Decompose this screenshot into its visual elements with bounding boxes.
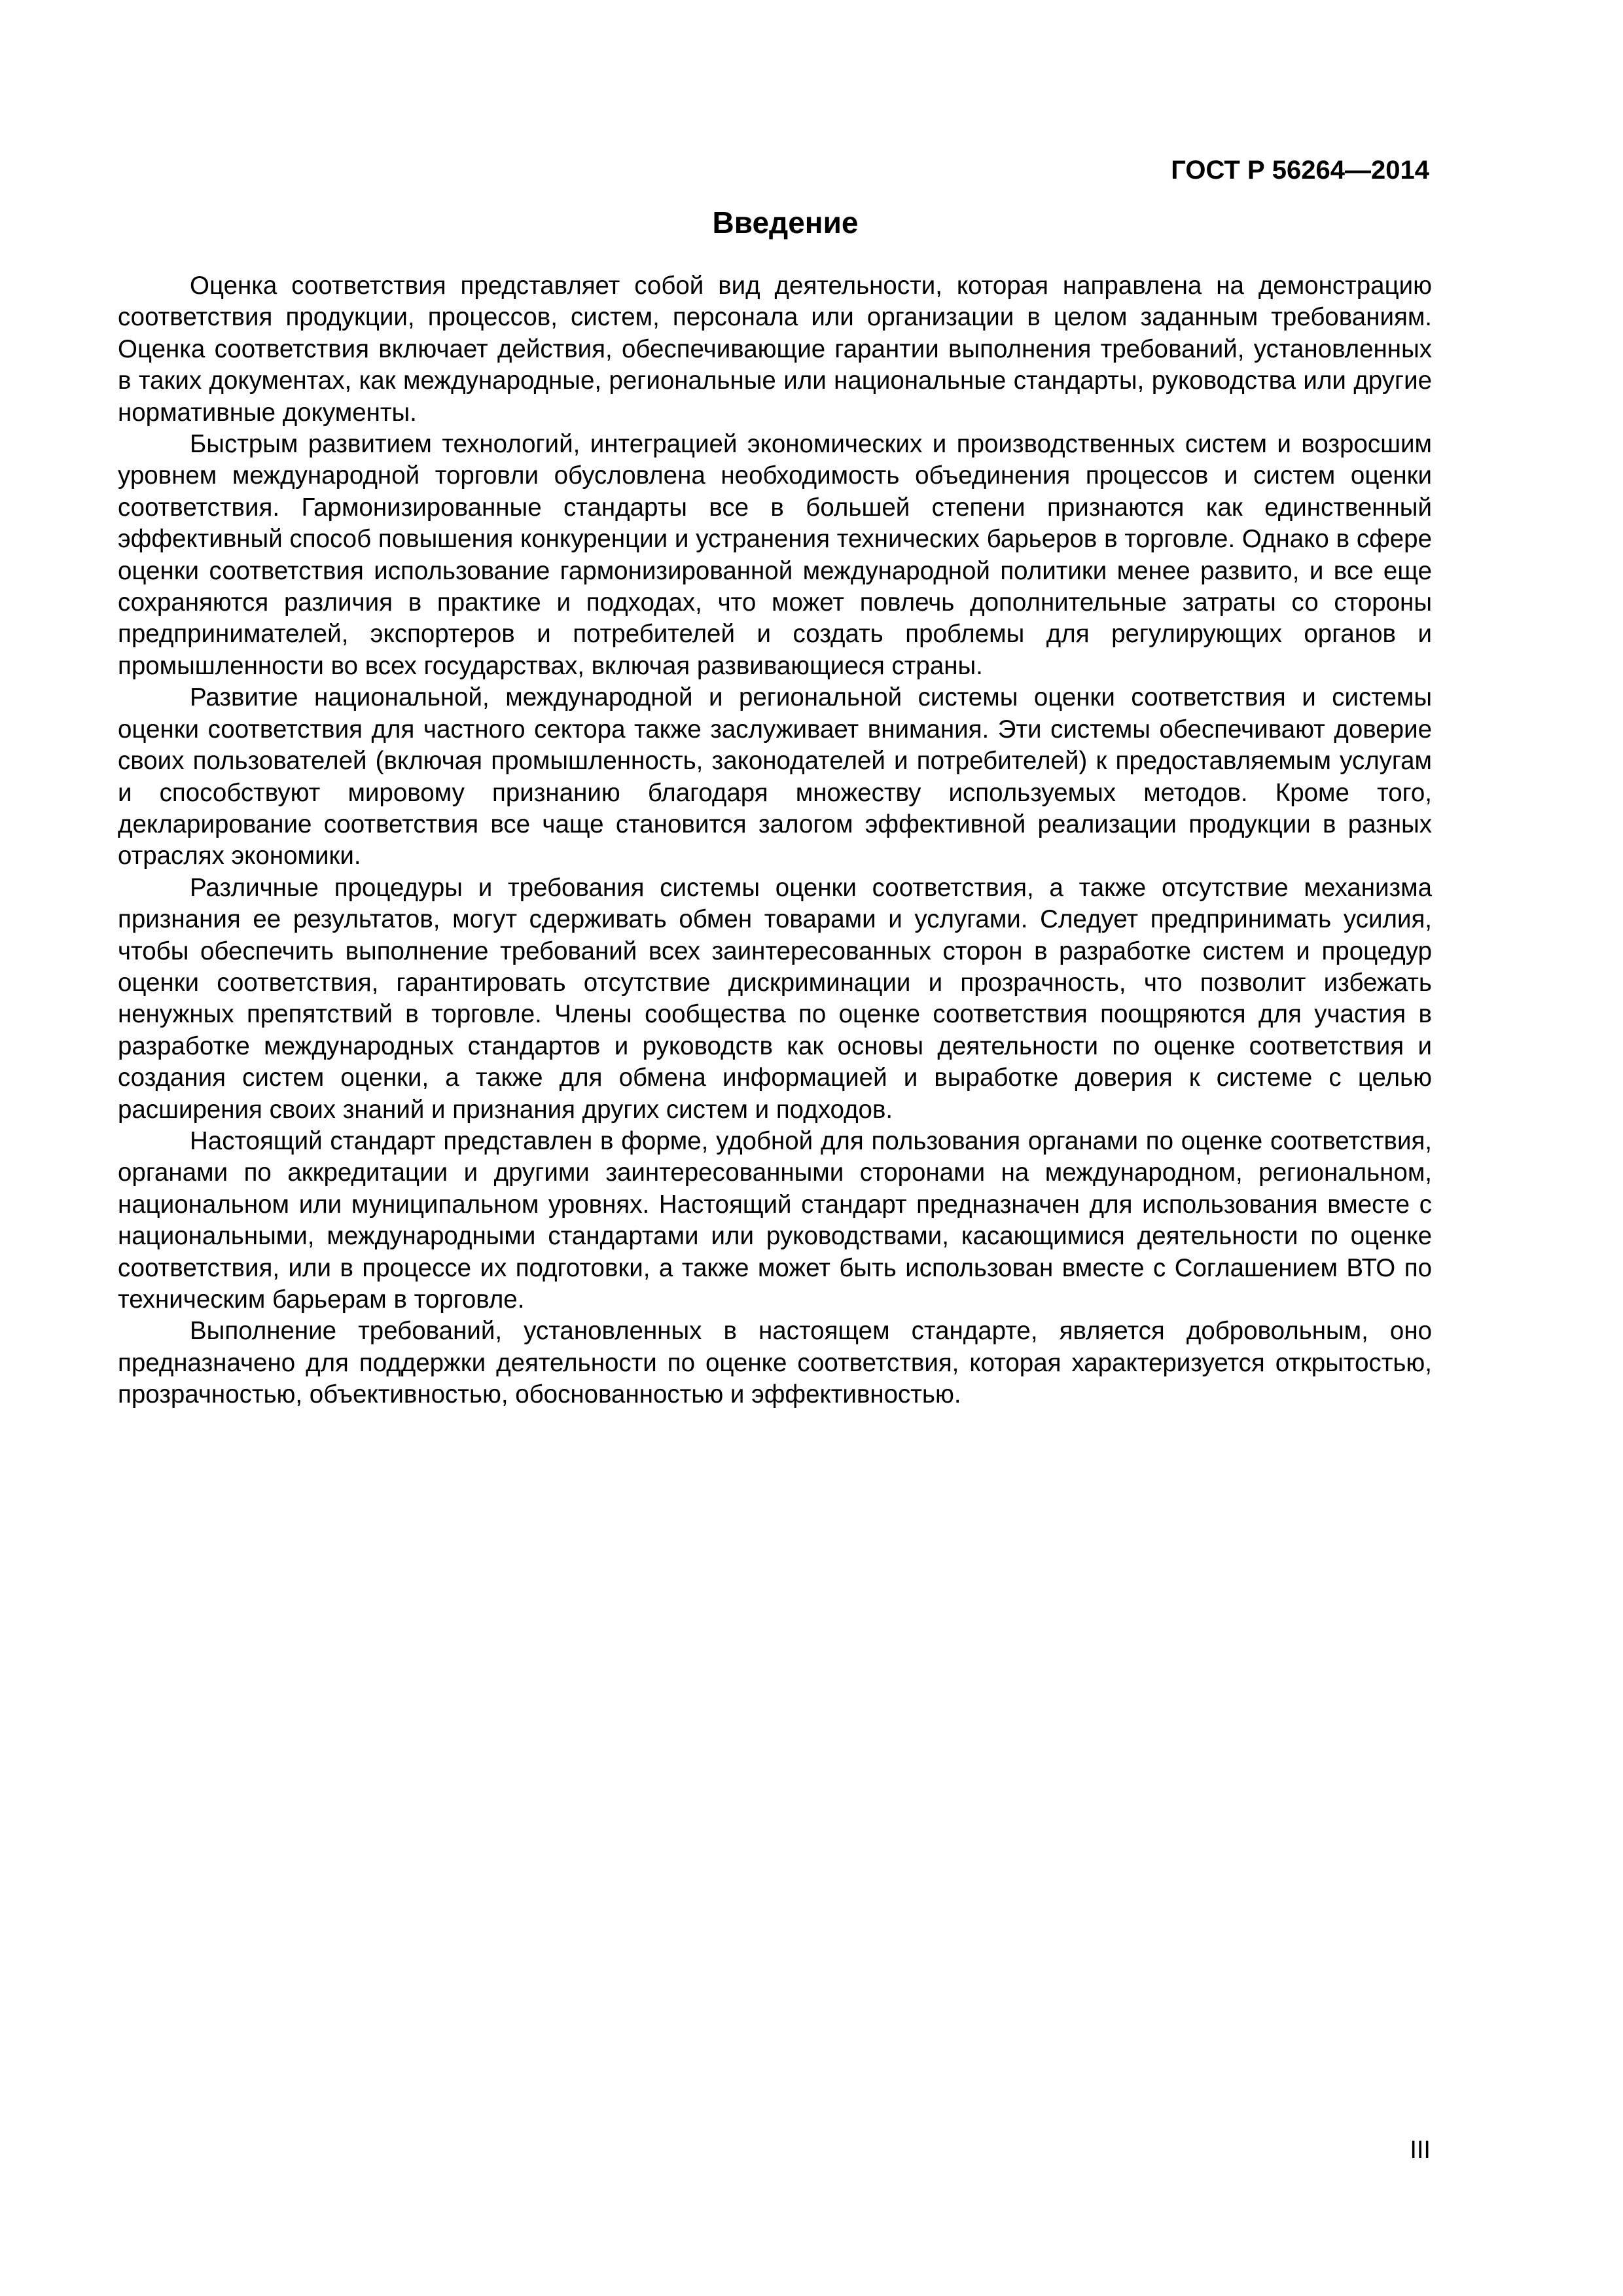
paragraph: Быстрым развитием технологий, интеграцией экономических и производственных систем и возросшим уровнем международной торговли обусловлена необходимость объединения процессов и систем оценки соответствия. Гармонизированные стандарты все в большей степени признаются как единственный эффективный способ повышения конкуренции и устранения технических барьеров в торговле. Однако в сфере оценки соответствия использование гармонизированной международной политики менее развито, и все еще сохраняются различия в практике и подходах, что может повлечь дополнительные затраты со стороны предпринимателей, экспортеров и потребителей и создать проблемы для регулирующих органов и промышленности во всех государствах, включая развивающиеся страны.	[118, 430, 1432, 680]
section-body	[118, 270, 1432, 1411]
paragraph: Настоящий стандарт представлен в форме, удобной для пользования органами по оценке соответствия, органами по аккредитации и другими заинтересованными сторонами на международном, региональном, национальном или муниципальном уровнях. Настоящий стандарт предназначен для использования вместе с национальными, международными стандартами или руководствами, касающимися деятельности по оценке соответствия, или в процессе их подготовки, а также может быть использован вместе с Соглашением ВТО по техническим барьерам в торговле.	[118, 1126, 1432, 1314]
paragraph: Различные процедуры и требования системы оценки соответствия, а также отсутствие механизма признания ее результатов, могут сдерживать обмен товарами и услугами. Следует предпринимать усилия, чтобы обеспечить выполнение требований всех заинтересованных сторон в разработке систем и процедур оценки соответствия, гарантировать отсутствие дискриминации и прозрачность, что позволит избежать ненужных препятствий в торговле. Члены сообщества по оценке соответствия поощряются для участия в разработке международных стандартов и руководств как основы деятельности по оценке соответствия и создания систем оценки, а также для обмена информацией и выработке доверия к системе с целью расширения своих знаний и признания других систем и подходов.	[118, 873, 1432, 1124]
document-code: ГОСТ Р 56264—2014	[1171, 156, 1429, 185]
paragraph: Оценка соответствия представляет собой вид деятельности, которая направлена на демонстрацию соответствия продукции, процессов, систем, персонала или организации в целом заданным требованиям. Оценка соответствия включает действия, обеспечивающие гарантии выполнения требований, установленных в таких документах, как международные, региональные или национальные стандарты, руководства или другие нормативные документы.	[118, 272, 1432, 427]
page-number: III	[1410, 2136, 1431, 2164]
paragraph: Выполнение требований, установленных в настоящем стандарте, является добровольным, оно предназначено для поддержки деятельности по оценке соответствия, которая характеризуется открытостью, прозрачностью, объективностью, обоснованностью и эффективностью.	[118, 1317, 1432, 1409]
paragraph: Развитие национальной, международной и региональной системы оценки соответствия и системы оценки соответствия для частного сектора также заслуживает внимания. Эти системы обеспечивают доверие своих пользователей (включая промышленность, законодателей и потребителей) к предоставляемым услугам и способствуют мировому признанию благодаря множеству используемых методов. Кроме того, декларирование соответствия все чаще становится залогом эффективной реализации продукции в разных отраслях экономики.	[118, 683, 1432, 870]
section-title: Введение	[712, 206, 859, 240]
